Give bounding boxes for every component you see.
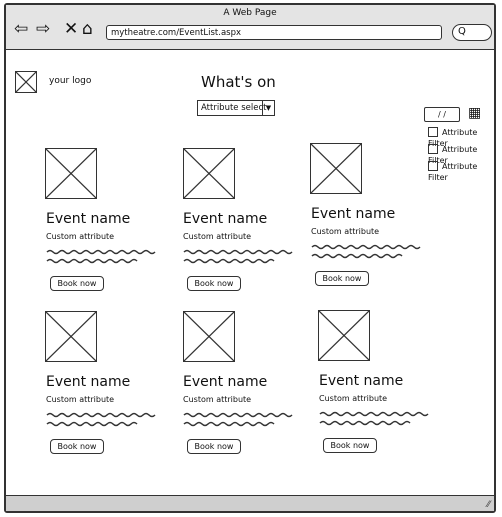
book-now-button[interactable]: Book now xyxy=(50,276,104,291)
address-bar[interactable]: mytheatre.com/EventList.aspx xyxy=(106,25,442,40)
close-icon[interactable]: ✕ xyxy=(64,19,79,39)
placeholder-text xyxy=(311,243,423,261)
select-value: Attribute select xyxy=(201,103,267,113)
logo-image xyxy=(15,71,37,93)
attribute-filter-checkbox[interactable]: Attribute Filter xyxy=(428,162,478,182)
calendar-icon[interactable]: ▦ xyxy=(468,105,482,121)
event-name: Event name xyxy=(183,374,268,390)
checkbox-icon[interactable] xyxy=(428,144,438,154)
event-image xyxy=(318,310,370,361)
resize-grip-icon[interactable]: ⁄⁄ xyxy=(486,500,490,510)
book-now-button[interactable]: Book now xyxy=(315,271,369,286)
event-image xyxy=(45,148,97,199)
placeholder-text xyxy=(46,248,158,266)
home-icon[interactable]: ⌂ xyxy=(82,19,93,39)
search-icon: Q xyxy=(458,26,466,37)
event-image xyxy=(45,311,97,362)
date-field[interactable]: / / xyxy=(424,107,460,122)
book-now-button[interactable]: Book now xyxy=(323,438,377,453)
placeholder-text xyxy=(46,411,158,429)
event-name: Event name xyxy=(183,211,268,227)
browser-toolbar xyxy=(6,5,494,50)
chevron-down-icon[interactable]: ▼ xyxy=(262,101,274,115)
attribute-filter-checkbox[interactable]: Attribute Filter xyxy=(428,128,478,148)
event-image xyxy=(183,148,235,199)
back-icon[interactable]: ⇦ xyxy=(14,19,29,39)
event-attribute: Custom attribute xyxy=(319,394,388,403)
book-now-button[interactable]: Book now xyxy=(50,439,104,454)
book-now-button[interactable]: Book now xyxy=(187,439,241,454)
checkbox-icon[interactable] xyxy=(428,161,438,171)
event-name: Event name xyxy=(46,374,131,390)
event-name: Event name xyxy=(319,373,404,389)
event-name: Event name xyxy=(46,211,131,227)
page-title: What's on xyxy=(201,73,276,91)
checkbox-icon[interactable] xyxy=(428,127,438,137)
logo-text: your logo xyxy=(49,76,92,86)
event-attribute: Custom attribute xyxy=(183,395,252,404)
event-attribute: Custom attribute xyxy=(46,395,115,404)
attribute-select[interactable] xyxy=(197,100,275,116)
event-attribute: Custom attribute xyxy=(183,232,252,241)
attribute-filter-checkbox[interactable]: Attribute Filter xyxy=(428,145,478,165)
status-bar xyxy=(6,495,494,511)
event-name: Event name xyxy=(311,206,396,222)
book-now-button[interactable]: Book now xyxy=(187,276,241,291)
search-box[interactable] xyxy=(452,24,492,41)
browser-window xyxy=(4,3,496,513)
placeholder-text xyxy=(183,248,295,266)
placeholder-text xyxy=(183,411,295,429)
window-title: A Web Page xyxy=(223,8,277,18)
event-image xyxy=(183,311,235,362)
event-attribute: Custom attribute xyxy=(46,232,115,241)
event-image xyxy=(310,143,362,194)
forward-icon[interactable]: ⇨ xyxy=(36,19,51,39)
placeholder-text xyxy=(319,410,431,428)
event-attribute: Custom attribute xyxy=(311,227,380,236)
